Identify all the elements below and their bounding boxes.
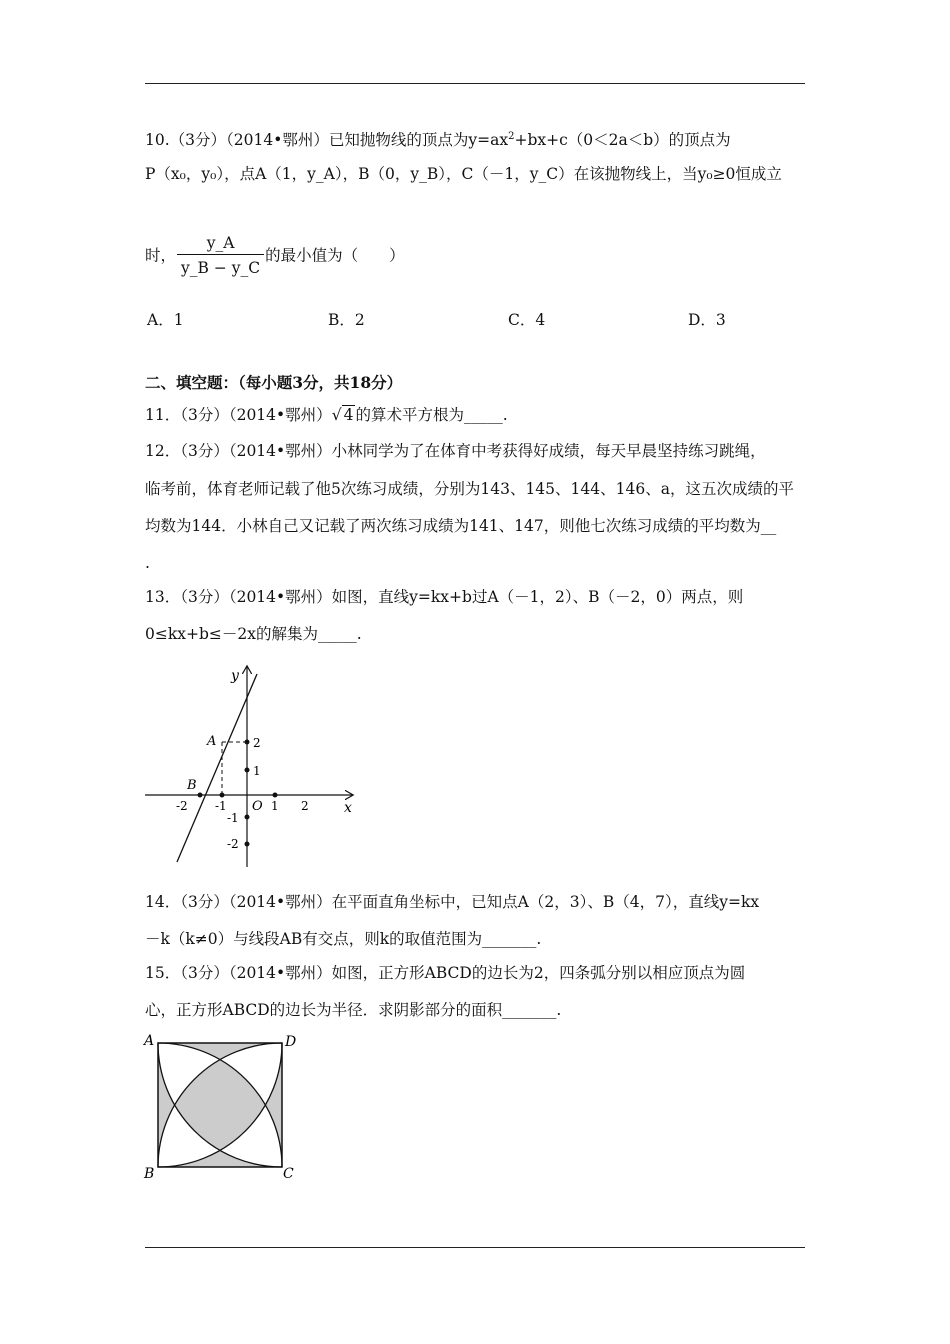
dot-x-minus1 (220, 793, 225, 798)
label-c: C (283, 1166, 294, 1182)
tick-x-minus1: -1 (215, 799, 227, 813)
q10-option-c: C．4 (508, 311, 546, 329)
q10-option-a: A．1 (147, 311, 184, 329)
tick-y-minus2: -2 (227, 837, 239, 851)
section-title: 二、填空题：（每小题3分，共18分） (145, 373, 403, 392)
q12-line3: 均数为144．小林自己又记载了两次练习成绩为141、147，则他七次练习成绩的平均数为__ (145, 517, 777, 535)
sqrt-symbol: √ 4 (331, 406, 354, 424)
q15-line2: 心，正方形ABCD的边长为半径．求阴影部分的面积_______. (145, 1001, 562, 1019)
label-b: B (144, 1166, 155, 1182)
shaded-region (158, 1043, 282, 1167)
q10-option-b: B．2 (328, 311, 365, 329)
q10-line3: 时， $\frac{y\_A}{y\_B - y\_C}$ 的最小值为（ ） (145, 232, 405, 281)
line-graph-figure (140, 662, 365, 872)
label-point-a: A (207, 734, 217, 749)
tick-y-minus1: -1 (227, 811, 239, 825)
bottom-rule (145, 1247, 805, 1248)
tick-y-1: 1 (253, 764, 261, 778)
q10-option-d: D．3 (688, 311, 726, 329)
label-point-b: B (187, 778, 197, 793)
label-d: D (285, 1034, 297, 1050)
q13-line2: 0≤kx+b≤－2x的解集为_____. (145, 625, 362, 643)
q14-line1: 14．（3分）（2014•鄂州）在平面直角坐标中，已知点A（2，3）、B（4，7），直线y=kx (145, 893, 760, 911)
tick-x-minus2: -2 (176, 799, 188, 813)
square-arcs-figure (140, 1030, 310, 1190)
q12-line1: 12．（3分）（2014•鄂州）小林同学为了在体育中考获得好成绩，每天早晨坚持练习跳绳， (145, 442, 766, 460)
q12-line4: . (145, 554, 150, 572)
q11-line: 11．（3分）（2014•鄂州）√ 4 的算术平方根为_____. (145, 406, 508, 424)
tick-y-2: 2 (253, 736, 261, 750)
q15-line1: 15．（3分）（2014•鄂州）如图，正方形ABCD的边长为2，四条弧分别以相应顶点为圆 (145, 964, 746, 982)
label-origin: O (252, 799, 263, 814)
q10-line2: P（x₀，y₀），点A（1，y_A），B（0，y_B），C（－1，y_C）在该抛物线上，当y₀≥0恒成立 (145, 165, 782, 183)
label-y-axis: y (231, 668, 239, 684)
dot-b (198, 793, 203, 798)
graph-line (177, 674, 257, 862)
dot-x-1 (273, 793, 278, 798)
dot-y-2 (245, 740, 250, 745)
tick-x-1: 1 (271, 799, 279, 813)
tick-x-2: 2 (301, 799, 309, 813)
q12-line2: 临考前，体育老师记载了他5次练习成绩，分别为143、145、144、146、a，这五次成绩的平 (145, 480, 794, 498)
q14-line2: －k（k≠0）与线段AB有交点，则k的取值范围为_______. (145, 930, 542, 948)
dot-y-1 (245, 768, 250, 773)
dot-y-minus1 (245, 815, 250, 820)
top-rule (145, 83, 805, 84)
q10-line1: 10.（3分）（2014•鄂州）已知抛物线的顶点为$y=ax^2+bx+c(0<2a<b)$的顶点为 (145, 131, 731, 150)
label-a: A (144, 1033, 155, 1049)
label-x-axis: x (344, 800, 352, 816)
q10-fraction: $\frac{y\_A}{y\_B - y\_C}$ (177, 232, 264, 281)
q13-line1: 13．（3分）（2014•鄂州）如图，直线y=kx+b过A（－1，2）、B（－2，0）两点，则 (145, 588, 744, 606)
dot-y-minus2 (245, 842, 250, 847)
